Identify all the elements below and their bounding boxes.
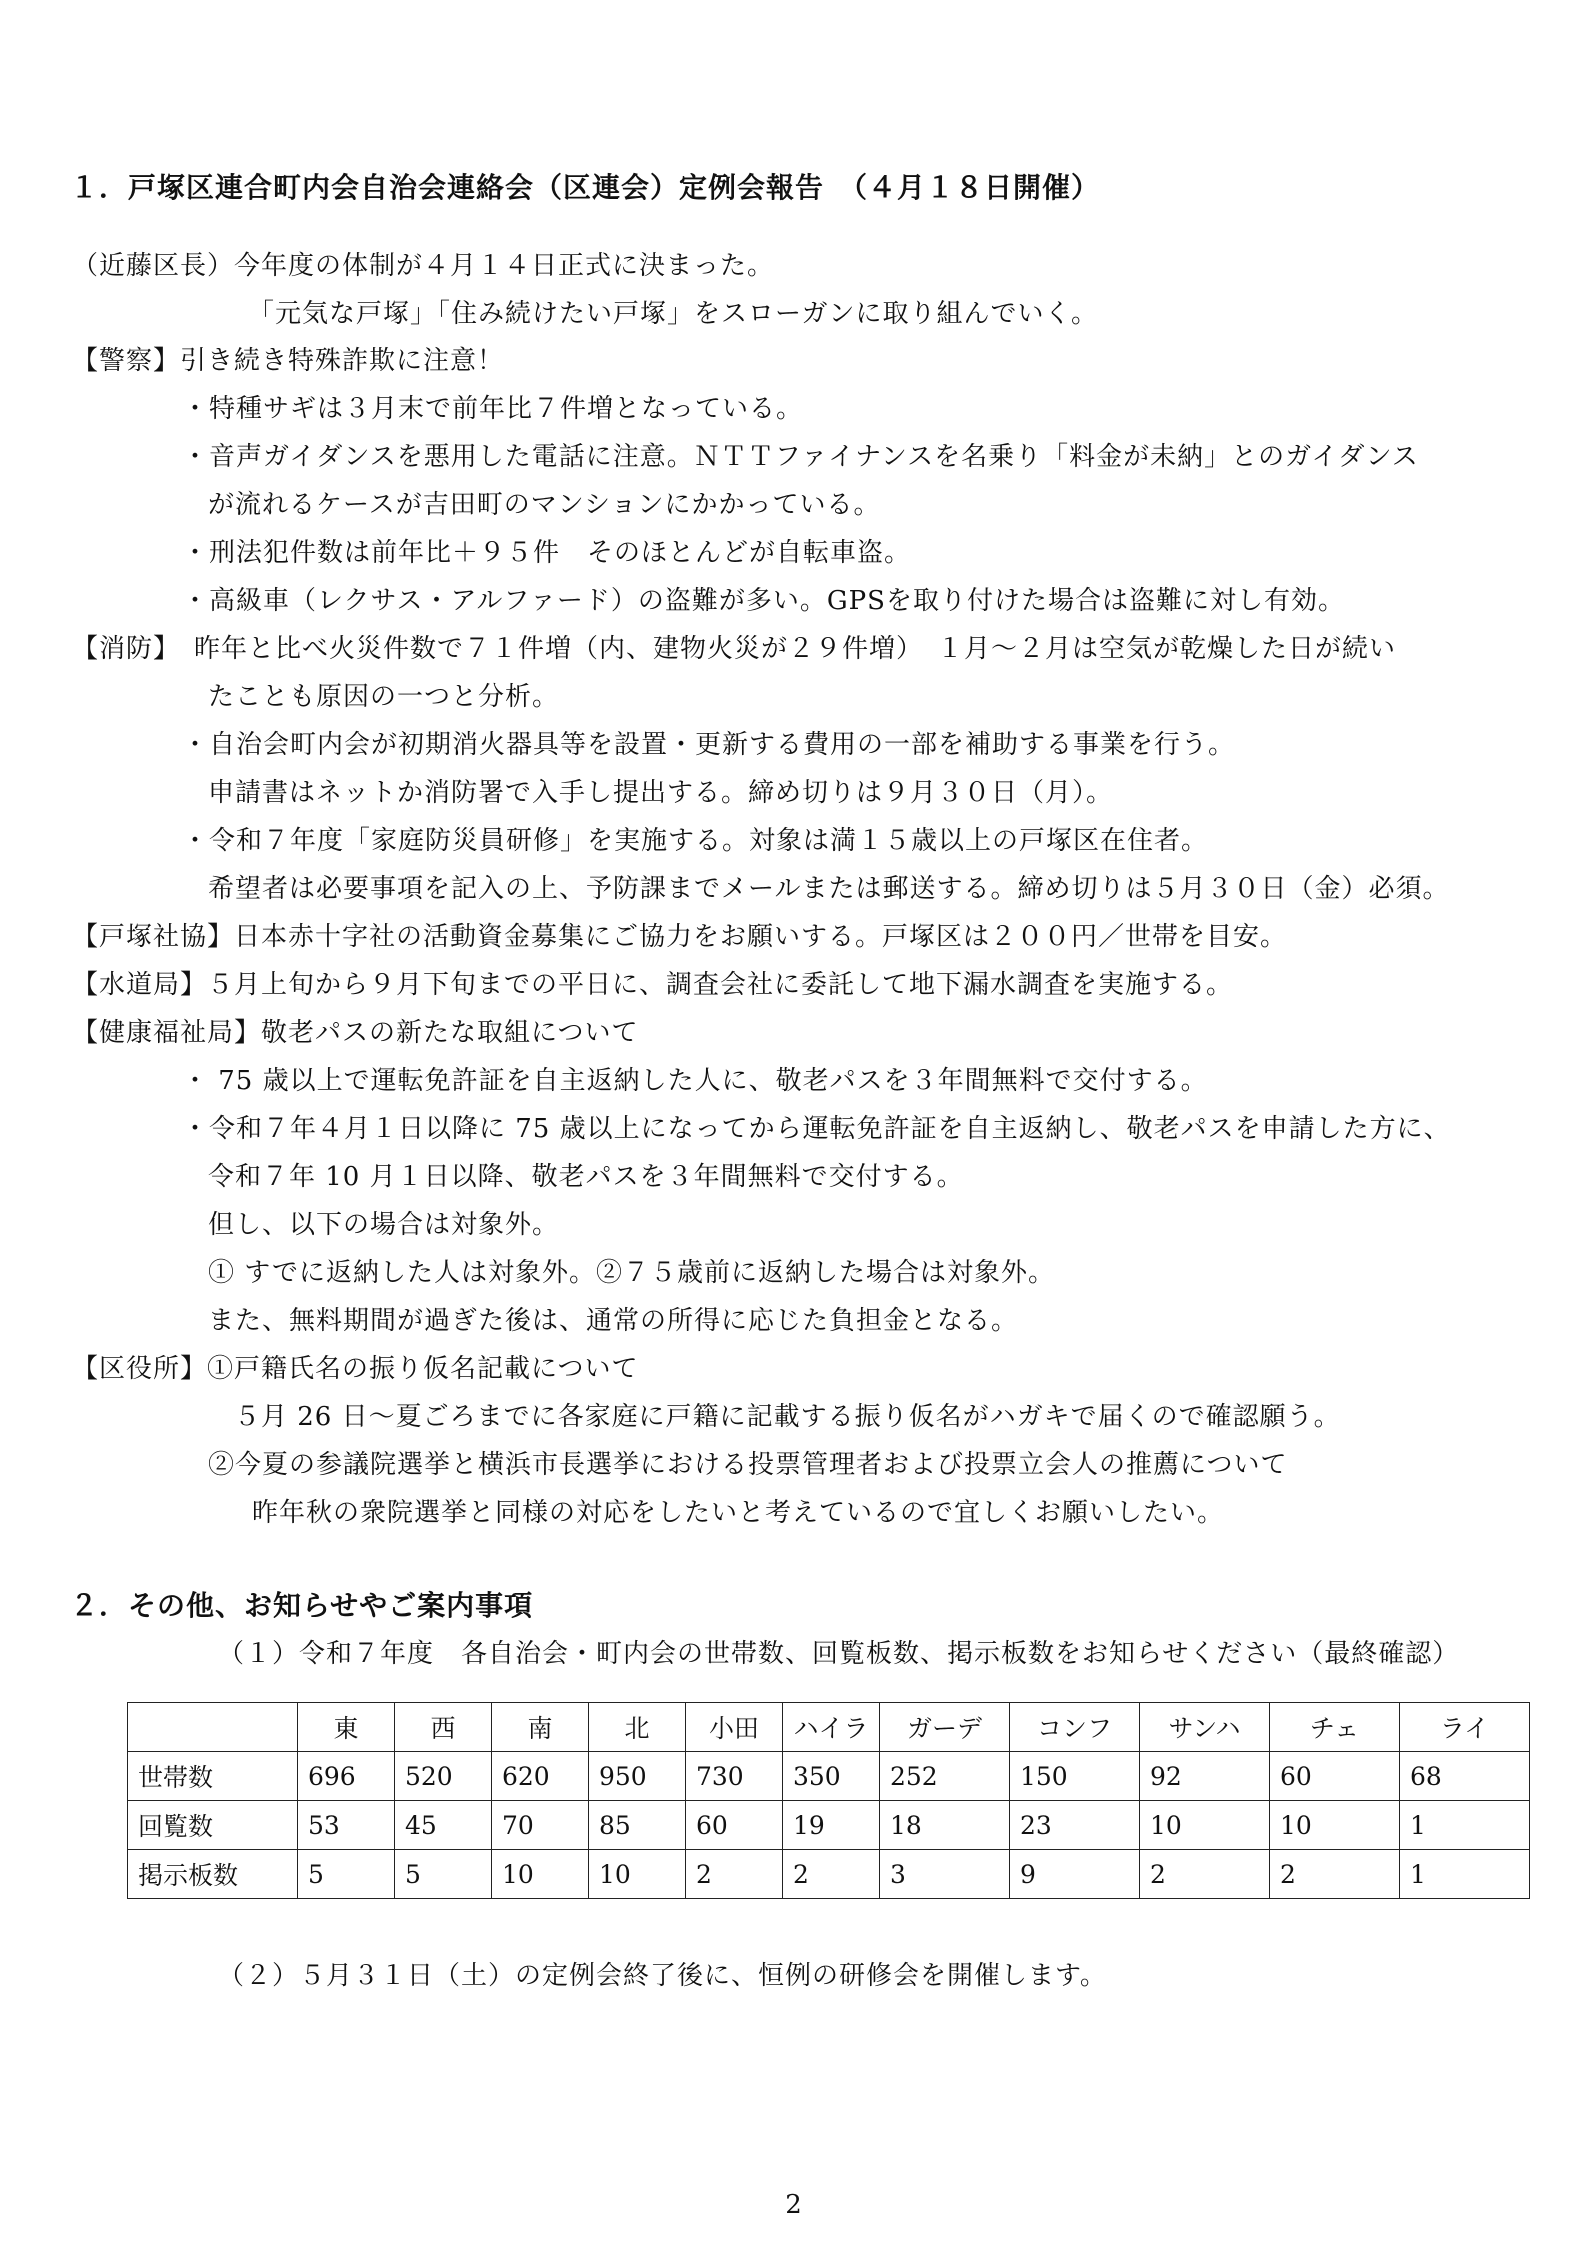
column-header: 西	[395, 1703, 492, 1752]
table-cell: 9	[1010, 1850, 1140, 1899]
table-header-row	[128, 1703, 1530, 1752]
table-cell: 2	[1270, 1850, 1400, 1899]
table-cell: 19	[783, 1801, 880, 1850]
table-cell: 252	[880, 1752, 1010, 1801]
column-header: ライ	[1400, 1703, 1530, 1752]
table-cell: 350	[783, 1752, 880, 1801]
section2-item-1: （１）令和７年度 各自治会・町内会の世帯数、回覧板数、掲示板数をお知らせください（最終確認）	[218, 1639, 1460, 1669]
body-line: 但し、以下の場合は対象外。	[208, 1210, 560, 1240]
body-line: ・音声ガイダンスを悪用した電話に注意。ＮＴＴファイナンスを名乗り「料金が未納」とのガイダンス	[182, 442, 1419, 472]
body-line: また、無料期間が過ぎた後は、通常の所得に応じた負担金となる。	[208, 1306, 1019, 1336]
body-line: ① すでに返納した人は対象外。②７５歳前に返納した場合は対象外。	[208, 1258, 1056, 1288]
table-cell: 92	[1140, 1752, 1270, 1801]
body-line: ・ 75 歳以上で運転免許証を自主返納した人に、敬老パスを３年間無料で交付する。	[182, 1066, 1208, 1096]
body-line: 令和７年 10 月１日以降、敬老パスを３年間無料で交付する。	[208, 1162, 964, 1192]
column-header: ガーデ	[880, 1703, 1010, 1752]
row-label: 世帯数	[128, 1752, 298, 1801]
table-cell: 85	[589, 1801, 686, 1850]
table-cell: 2	[1140, 1850, 1270, 1899]
body-line: 申請書はネットか消防署で入手し提出する。締め切りは９月３０日（月）。	[208, 778, 1114, 808]
table-cell: 620	[492, 1752, 589, 1801]
body-line: ・刑法犯件数は前年比＋９５件 そのほとんどが自転車盗。	[182, 538, 912, 568]
table-corner-cell	[128, 1703, 298, 1752]
table-cell: 5	[298, 1850, 395, 1899]
table-cell: 45	[395, 1801, 492, 1850]
column-header: コンフ	[1010, 1703, 1140, 1752]
body-line: 【区役所】①戸籍氏名の振り仮名記載について	[72, 1354, 639, 1384]
body-line: （近藤区長）今年度の体制が４月１４日正式に決まった。	[72, 251, 775, 281]
table-cell: 520	[395, 1752, 492, 1801]
table-cell: 70	[492, 1801, 589, 1850]
page-number: 2	[785, 2190, 802, 2220]
body-line: ・自治会町内会が初期消火器具等を設置・更新する費用の一部を補助する事業を行う。	[182, 730, 1236, 760]
table-cell: 3	[880, 1850, 1010, 1899]
body-line: 【消防】 昨年と比べ火災件数で７１件増（内、建物火災が２９件増） １月～２月は空気が乾燥した日が続い	[72, 634, 1397, 664]
table-cell: 60	[686, 1801, 783, 1850]
body-line: ・特種サギは３月末で前年比７件増となっている。	[182, 394, 804, 424]
household-count-table	[127, 1702, 1530, 1899]
body-line: 「元気な戸塚」「住み続けたい戸塚」をスローガンに取り組んでいく。	[248, 299, 1098, 329]
section1-heading: １．戸塚区連合町内会自治会連絡会（区連会）定例会報告 （４月１８日開催）	[70, 171, 1101, 204]
column-header: ハイラ	[783, 1703, 880, 1752]
table-cell: 150	[1010, 1752, 1140, 1801]
column-header: チェ	[1270, 1703, 1400, 1752]
table-cell: 10	[589, 1850, 686, 1899]
table-row	[128, 1850, 1530, 1899]
body-line: たことも原因の一つと分析。	[208, 682, 560, 712]
body-line: 【水道局】５月上旬から９月下旬までの平日に、調査会社に委託して地下漏水調査を実施する。	[72, 970, 1234, 1000]
table-cell: 23	[1010, 1801, 1140, 1850]
body-line: が流れるケースが吉田町のマンションにかかっている。	[208, 490, 881, 520]
column-header: サンハ	[1140, 1703, 1270, 1752]
table-cell: 10	[492, 1850, 589, 1899]
table-cell: 68	[1400, 1752, 1530, 1801]
table-cell: 730	[686, 1752, 783, 1801]
table-cell: 53	[298, 1801, 395, 1850]
body-line: 【健康福祉局】敬老パスの新たな取組について	[72, 1018, 639, 1048]
table-cell: 1	[1400, 1850, 1530, 1899]
column-header: 南	[492, 1703, 589, 1752]
row-label: 掲示板数	[128, 1850, 298, 1899]
table-cell: 18	[880, 1801, 1010, 1850]
table-cell: 10	[1140, 1801, 1270, 1850]
table-cell: 950	[589, 1752, 686, 1801]
table-row	[128, 1801, 1530, 1850]
body-line: 【警察】引き続き特殊詐欺に注意！	[72, 346, 505, 376]
section2-item-2: （２）５月３１日（土）の定例会終了後に、恒例の研修会を開催します。	[218, 1961, 1107, 1991]
table-cell: 2	[686, 1850, 783, 1899]
column-header: 東	[298, 1703, 395, 1752]
body-line: ５月 26 日～夏ごろまでに各家庭に戸籍に記載する振り仮名がハガキで届くので確認願う。	[234, 1402, 1341, 1432]
table-cell: 696	[298, 1752, 395, 1801]
table-cell: 5	[395, 1850, 492, 1899]
table-cell: 60	[1270, 1752, 1400, 1801]
section2-heading: ２．その他、お知らせやご案内事項	[70, 1589, 534, 1622]
body-line: 昨年秋の衆院選挙と同様の対応をしたいと考えているので宜しくお願いしたい。	[252, 1498, 1225, 1528]
body-line: 希望者は必要事項を記入の上、予防課までメールまたは郵送する。締め切りは５月３０日（金）必須。	[208, 874, 1450, 904]
table-cell: 1	[1400, 1801, 1530, 1850]
body-line: ・令和７年度「家庭防災員研修」を実施する。対象は満１５歳以上の戸塚区在住者。	[182, 826, 1209, 856]
body-line: 【戸塚社協】日本赤十字社の活動資金募集にご協力をお願いする。戸塚区は２００円／世帯を目安。	[72, 922, 1288, 952]
column-header: 小田	[686, 1703, 783, 1752]
table-row	[128, 1752, 1530, 1801]
row-label: 回覧数	[128, 1801, 298, 1850]
table-cell: 10	[1270, 1801, 1400, 1850]
body-line: ・高級車（レクサス・アルファード）の盗難が多い。GPSを取り付けた場合は盗難に対し有効。	[182, 586, 1345, 616]
body-line: ②今夏の参議院選挙と横浜市長選挙における投票管理者および投票立会人の推薦について	[208, 1450, 1288, 1480]
table-cell: 2	[783, 1850, 880, 1899]
body-line: ・令和７年４月１日以降に 75 歳以上になってから運転免許証を自主返納し、敬老パスを申請した方に、	[182, 1114, 1451, 1144]
column-header: 北	[589, 1703, 686, 1752]
